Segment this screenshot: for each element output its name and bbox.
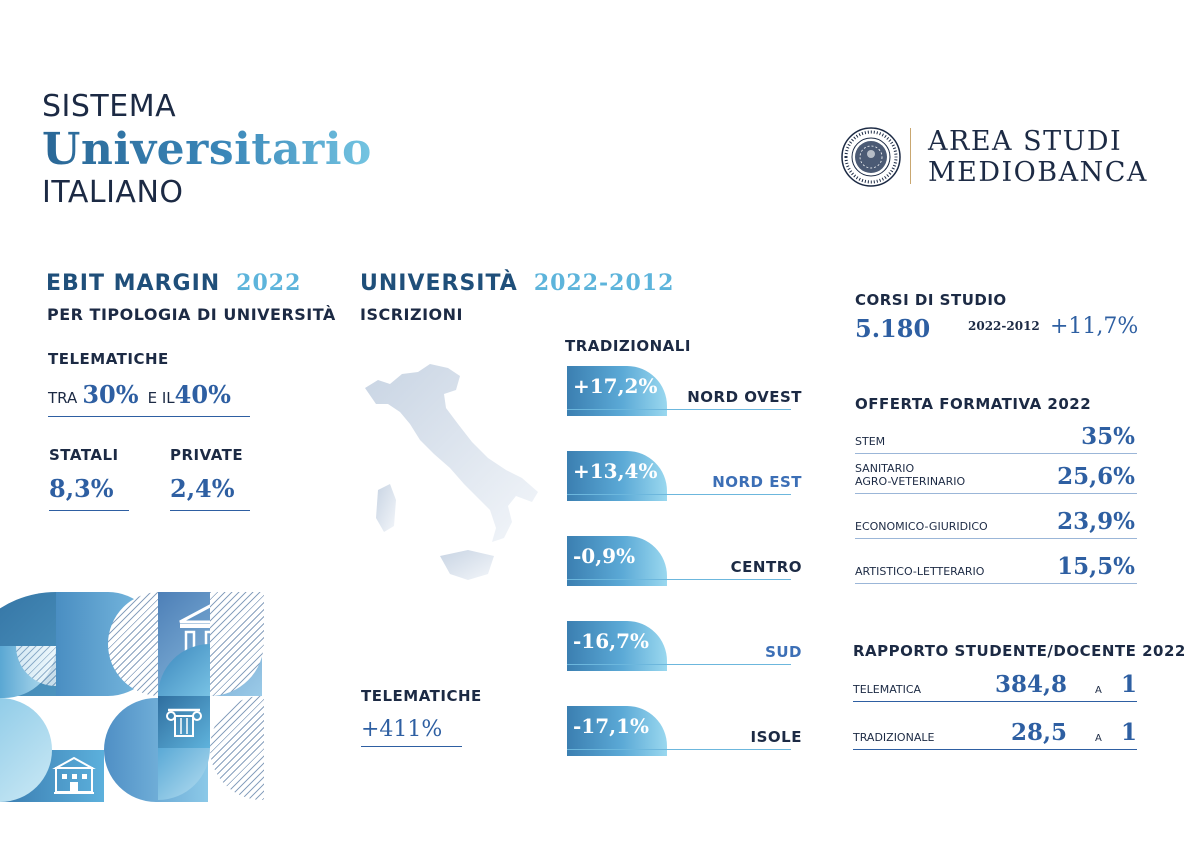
rapporto-rule [853, 749, 1137, 750]
rapporto-a: A [1095, 685, 1102, 696]
ionic-capital-icon [158, 696, 210, 748]
region-value: -0,9% [567, 536, 667, 586]
region-row [567, 706, 802, 758]
ebit-heading-text: EBIT MARGIN [46, 271, 221, 296]
offerta-name: ARTISTICO-LETTERARIO [855, 565, 985, 578]
offerta-value: 23,9% [1057, 508, 1135, 535]
statali-label: STATALI [49, 446, 119, 464]
ebit-year: 2022 [236, 270, 302, 296]
offerta-name: ECONOMICO-GIURIDICO [855, 520, 988, 533]
universita-subheading: ISCRIZIONI [360, 305, 463, 324]
region-value: +17,2% [567, 366, 667, 416]
map-italy-icon [360, 360, 550, 590]
universita-heading-text: UNIVERSITÀ [360, 271, 518, 296]
tile-12 [210, 696, 264, 800]
range-low: 30% [82, 380, 139, 409]
rapporto-label: RAPPORTO STUDENTE/DOCENTE 2022 [853, 642, 1186, 660]
offerta-rule [855, 493, 1137, 494]
region-value: -16,7% [567, 621, 667, 671]
offerta-rule [855, 538, 1137, 539]
rapporto-row [853, 716, 1137, 750]
private-label: PRIVATE [170, 446, 244, 464]
region-row [567, 366, 802, 418]
offerta-row [855, 503, 1137, 539]
ebit-telematiche-range [48, 380, 231, 409]
universita-years: 2022-2012 [533, 270, 675, 296]
univ-telematiche-rule [361, 746, 462, 747]
region-rule [567, 749, 791, 750]
region-name: ISOLE [750, 728, 802, 746]
rapporto-rule [853, 701, 1137, 702]
private-value: 2,4% [170, 474, 235, 503]
corsi-label: CORSI DI STUDIO [855, 291, 1007, 309]
region-row [567, 536, 802, 588]
offerta-row [855, 418, 1137, 454]
offerta-name: SANITARIO AGRO-VETERINARIO [855, 462, 966, 488]
offerta-value: 25,6% [1057, 463, 1135, 490]
univ-telematiche-label: TELEMATICHE [361, 687, 482, 705]
tile-9 [0, 698, 104, 802]
region-rule [567, 494, 791, 495]
logo [840, 126, 1150, 188]
region-rule [567, 579, 791, 580]
region-value: +13,4% [567, 451, 667, 501]
offerta-rule [855, 583, 1137, 584]
offerta-row [855, 458, 1137, 494]
rapporto-name: TELEMATICA [853, 683, 922, 696]
rapporto-row [853, 668, 1137, 702]
telematiche-rule [48, 416, 250, 417]
region-name: NORD OVEST [687, 388, 802, 406]
offerta-label: OFFERTA FORMATIVA 2022 [855, 395, 1092, 413]
corsi-value: 5.180 [855, 314, 931, 343]
offerta-rule [855, 453, 1137, 454]
statali-rule [49, 510, 129, 511]
offerta-name: STEM [855, 435, 886, 448]
rapporto-a: A [1095, 733, 1102, 744]
rapporto-value: 28,5 [1010, 719, 1067, 746]
statali-value: 8,3% [49, 474, 114, 503]
universita-heading [360, 270, 674, 296]
tile-11 [158, 696, 210, 748]
region-rule [567, 664, 791, 665]
university-building-icon [0, 750, 104, 802]
logo-divider [910, 128, 911, 184]
univ-telematiche-value: +411% [361, 717, 443, 742]
offerta-row [855, 548, 1137, 584]
page-title [42, 88, 372, 212]
tra-text: TRA [48, 389, 78, 407]
seal-icon [840, 126, 902, 188]
region-name: NORD EST [712, 473, 802, 491]
region-row [567, 621, 802, 673]
region-name: CENTRO [730, 558, 802, 576]
title-line-2: Universitario [42, 124, 372, 175]
corsi-years: 2022-2012 [968, 319, 1040, 333]
decorative-mosaic [0, 592, 264, 804]
private-rule [170, 510, 250, 511]
tradizionali-label: TRADIZIONALI [565, 337, 691, 355]
title-line-3: ITALIANO [42, 175, 184, 210]
ebit-heading [46, 270, 301, 296]
rapporto-value: 384,8 [994, 671, 1067, 698]
logo-line-2: MEDIOBANCA [928, 157, 1148, 188]
ebit-telematiche-label: TELEMATICHE [48, 350, 169, 368]
corsi-change: +11,7% [1050, 314, 1139, 339]
rapporto-name: TRADIZIONALE [853, 731, 935, 744]
rapporto-one: 1 [1120, 671, 1137, 698]
offerta-value: 35% [1081, 423, 1135, 450]
title-line-1: SISTEMA [42, 89, 177, 124]
ebit-subheading: PER TIPOLOGIA DI UNIVERSITÀ [47, 305, 336, 324]
logo-line-1: AREA STUDI [928, 126, 1123, 157]
region-value: -17,1% [567, 706, 667, 756]
range-high: 40% [174, 380, 231, 409]
region-name: SUD [765, 643, 802, 661]
e-il-text: E IL [147, 389, 175, 407]
region-rule [567, 409, 791, 410]
region-row [567, 451, 802, 503]
offerta-value: 15,5% [1057, 553, 1135, 580]
rapporto-one: 1 [1120, 719, 1137, 746]
